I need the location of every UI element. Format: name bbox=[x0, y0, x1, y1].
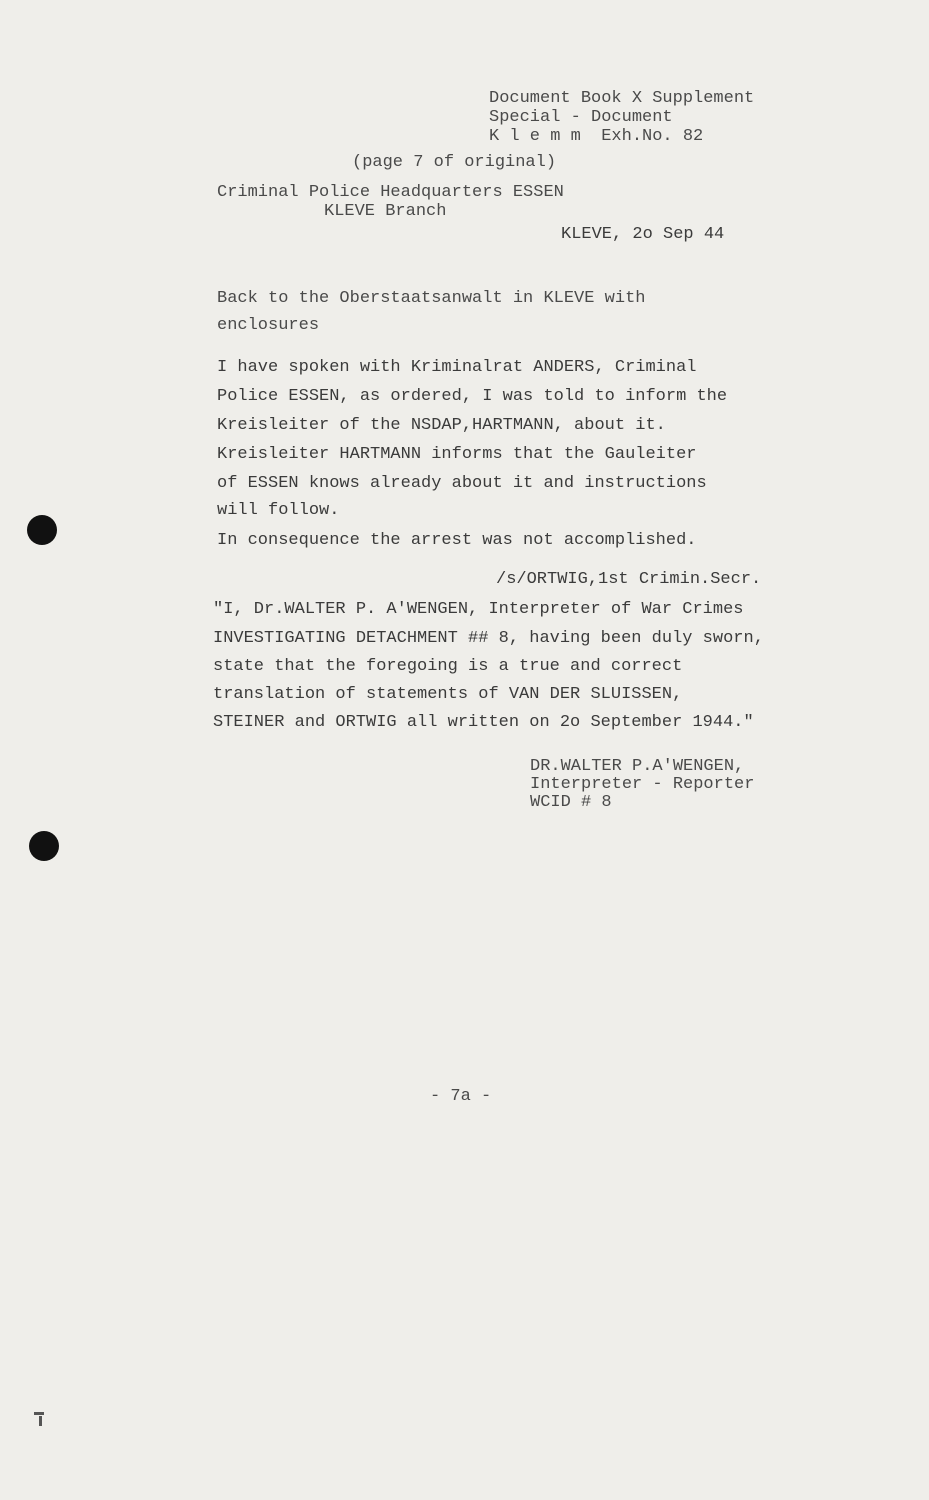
punch-hole-lower bbox=[29, 831, 59, 861]
certificate-line-5: STEINER and ORTWIG all written on 2o September 1944." bbox=[213, 713, 754, 732]
body-paragraph-2-line-4: Kreisleiter HARTMANN informs that the Gauleiter bbox=[217, 445, 697, 464]
place-and-date: KLEVE, 2o Sep 44 bbox=[561, 225, 725, 244]
body-paragraph-1-line-1: Back to the Oberstaatsanwalt in KLEVE with bbox=[217, 289, 646, 308]
body-paragraph-2-line-5: of ESSEN knows already about it and instructions bbox=[217, 474, 707, 493]
certificate-line-4: translation of statements of VAN DER SLUISSEN, bbox=[213, 685, 683, 704]
body-paragraph-2-line-6: will follow. bbox=[217, 501, 340, 520]
header-line-special-document: Special - Document bbox=[489, 108, 673, 127]
paper-speck bbox=[39, 1416, 42, 1426]
sender-line-branch: KLEVE Branch bbox=[324, 202, 447, 221]
sender-line-headquarters: Criminal Police Headquarters ESSEN bbox=[217, 183, 564, 202]
punch-hole-upper bbox=[27, 515, 57, 545]
certificate-line-3: state that the foregoing is a true and correct bbox=[213, 657, 683, 676]
body-paragraph-2-line-3: Kreisleiter of the NSDAP,HARTMANN, about it. bbox=[217, 416, 666, 435]
body-paragraph-1-line-2: enclosures bbox=[217, 316, 320, 335]
body-paragraph-2-line-2: Police ESSEN, as ordered, I was told to inform the bbox=[217, 387, 728, 406]
page-number: - 7a - bbox=[430, 1087, 492, 1106]
paper-speck bbox=[34, 1412, 44, 1415]
page-reference: (page 7 of original) bbox=[352, 153, 557, 172]
signature-block-title: Interpreter - Reporter bbox=[530, 775, 755, 794]
signature-block-unit: WCID # 8 bbox=[530, 793, 612, 812]
body-paragraph-3-line-1: In consequence the arrest was not accomplished. bbox=[217, 531, 697, 550]
signed-by-line: /s/ORTWIG,1st Crimin.Secr. bbox=[496, 570, 762, 589]
body-paragraph-2-line-1: I have spoken with Kriminalrat ANDERS, Criminal bbox=[217, 358, 697, 377]
certificate-line-2: INVESTIGATING DETACHMENT ## 8, having been duly sworn, bbox=[213, 629, 764, 648]
header-line-exhibit-number: K l e m m Exh.No. 82 bbox=[489, 127, 704, 146]
certificate-line-1: "I, Dr.WALTER P. A'WENGEN, Interpreter of War Crimes bbox=[213, 600, 744, 619]
header-line-document-book: Document Book X Supplement bbox=[489, 89, 755, 108]
signature-block-name: DR.WALTER P.A'WENGEN, bbox=[530, 757, 745, 776]
